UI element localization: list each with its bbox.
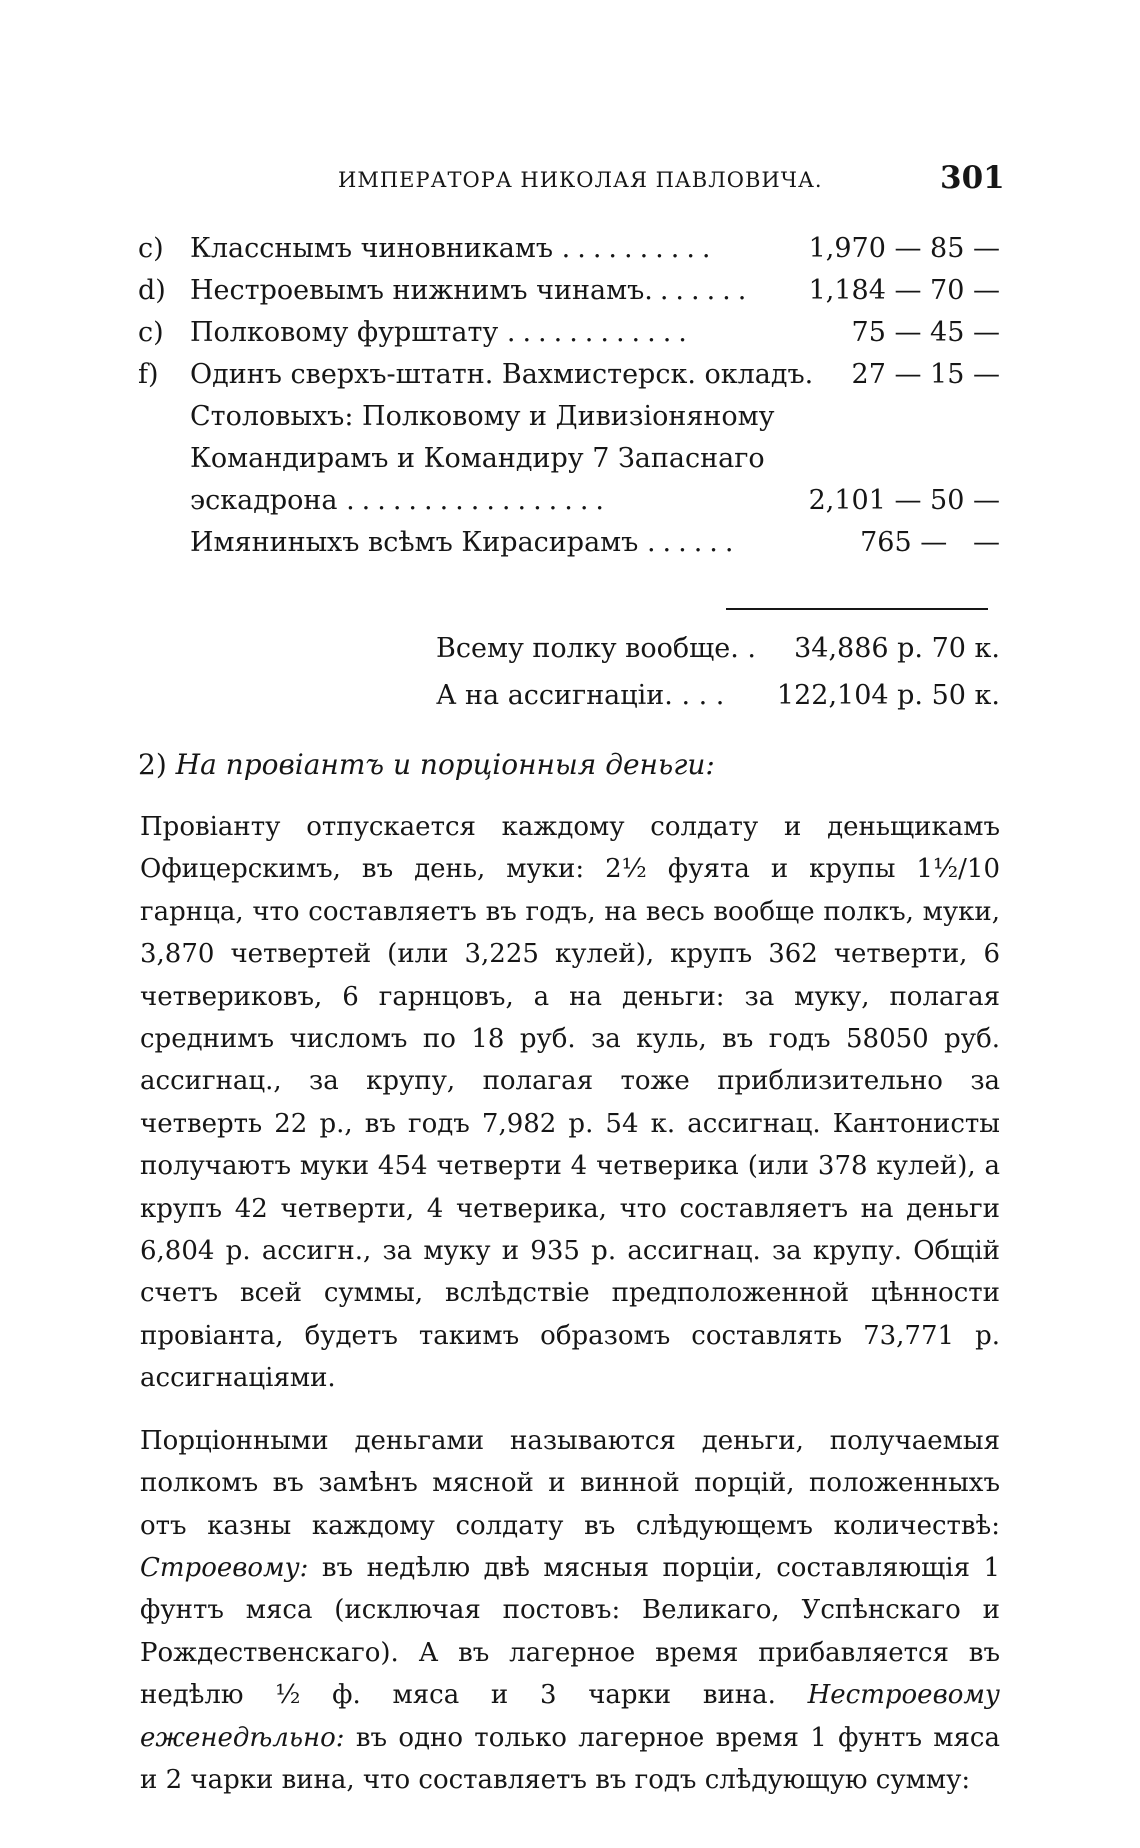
ledger-row [138, 438, 1000, 480]
assignat-row [436, 672, 1000, 719]
dot-leaders: .......... [561, 233, 718, 264]
totals-block [436, 625, 1000, 719]
ledger-row [138, 270, 1000, 312]
assignat-amount: 122,104 р. 50 к. [776, 680, 1000, 711]
dot-leaders: ...... [646, 527, 741, 558]
ledger-row [138, 312, 1000, 354]
section-number: 2) [138, 748, 167, 781]
row-amount: 1,184 — 70 — [808, 275, 1000, 306]
emphasis-nestroevomu: Нестроевому еженедѣльно: [140, 1680, 1000, 1753]
row-label: Класснымъ чиновникамъ [190, 233, 554, 264]
row-amount: 1,970 — 85 — [808, 233, 1000, 264]
ledger-row [138, 480, 1000, 522]
expense-ledger [138, 228, 1000, 564]
ledger-row [138, 354, 1000, 396]
row-marker: c) [138, 317, 164, 348]
ledger-row [138, 396, 1000, 438]
assignat-label: А на ассигнаціи. . . . [436, 680, 725, 711]
sum-rule [726, 608, 988, 610]
paragraph-text: въ недѣлю двѣ мясныя порціи, составляющія 1 фунтъ мяса (исключая постовъ: Великаго, Успѣнскаго и Рождественскаго). А въ лагерное время прибавляется въ недѣлю ½ ф. мяса и 3 чарки вина. [140, 1552, 1000, 1711]
ledger-row [138, 522, 1000, 564]
emphasis-stroevomu: Строевому: [140, 1552, 309, 1583]
row-label: Имяниныхъ всѣмъ Кирасирамъ [190, 527, 639, 558]
row-marker: f) [138, 359, 159, 390]
row-amount: 75 — 45 — [851, 317, 1000, 348]
total-amount: 34,886 р. 70 к. [794, 633, 1000, 664]
page-number: 301 [940, 160, 1005, 196]
row-label: Нестроевымъ нижнимъ чинамъ [190, 275, 645, 306]
row-amount: 765 — — [860, 527, 1000, 558]
paragraph-text: Порціонными деньгами называются деньги, получаемыя полкомъ въ замѣнъ мясной и винной порцій, положенныхъ отъ казны каждому солдату въ слѣдующемъ количествѣ: [140, 1425, 1000, 1541]
paragraph-text: въ одно только лагерное время 1 фунтъ мяса и 2 чарки вина, что составляетъ въ годъ слѣдующую сумму: [140, 1722, 1000, 1795]
paragraph-provisions: Провіанту отпускается каждому солдату и деньщикамъ Офицерскимъ, въ день, муки: 2½ фуята и крупы 1½/10 гарнца, что составляетъ въ годъ, на весь вообще полкъ, муки, 3,870 четвертей (или 3,225 кулей), крупъ 362 четверти, 6 четвериковъ, 6 гарнцовъ, а на деньги: за муку, полагая среднимъ числомъ по 18 руб. за куль, въ годъ 58050 руб. ассигнац., за крупу, полагая тоже приблизительно за четверть 22 р., въ годъ 7,982 р. 54 к. ассигнац. Кантонисты получаютъ муки 454 четверти 4 четверика (или 378 кулей), а крупъ 42 четверти, 4 четверика, что составляетъ на деньги 6,804 р. ассигн., за муку и 935 р. ассигнац. за крупу. Общій счетъ всей суммы, вслѣдствіе предположенной цѣнности провіанта, будетъ такимъ образомъ составлять 73,771 р. ассигнаціями. [140, 812, 1000, 1394]
total-row [436, 625, 1000, 672]
row-amount: 27 — 15 — [851, 359, 1000, 390]
dot-leaders: ....... [644, 275, 754, 306]
body-text [140, 806, 1000, 1821]
row-label: Столовыхъ: Полковому и Дивизіоняному [190, 401, 775, 432]
row-marker: c) [138, 233, 164, 264]
section-heading [138, 748, 715, 781]
section-title: На провіантъ и порціонныя деньги: [175, 748, 715, 781]
row-amount: 2,101 — 50 — [808, 485, 1000, 516]
dot-leaders: ................. [346, 485, 611, 516]
paragraph-rations [140, 1420, 1000, 1802]
running-title: ИМПЕРАТОРА НИКОЛАЯ ПАВЛОВИЧА. [338, 168, 823, 192]
ledger-row [138, 228, 1000, 270]
row-label: Командирамъ и Командиру 7 Запаснаго [190, 443, 765, 474]
row-label: Одинъ сверхъ-штатн. Вахмистерск. окладъ. [190, 359, 814, 390]
total-label: Всему полку вообще. . [436, 633, 756, 664]
row-label: эскадрона [190, 485, 338, 516]
dot-leaders: ............ [506, 317, 694, 348]
row-marker: d) [138, 275, 166, 306]
row-label: Полковому фурштату [190, 317, 499, 348]
